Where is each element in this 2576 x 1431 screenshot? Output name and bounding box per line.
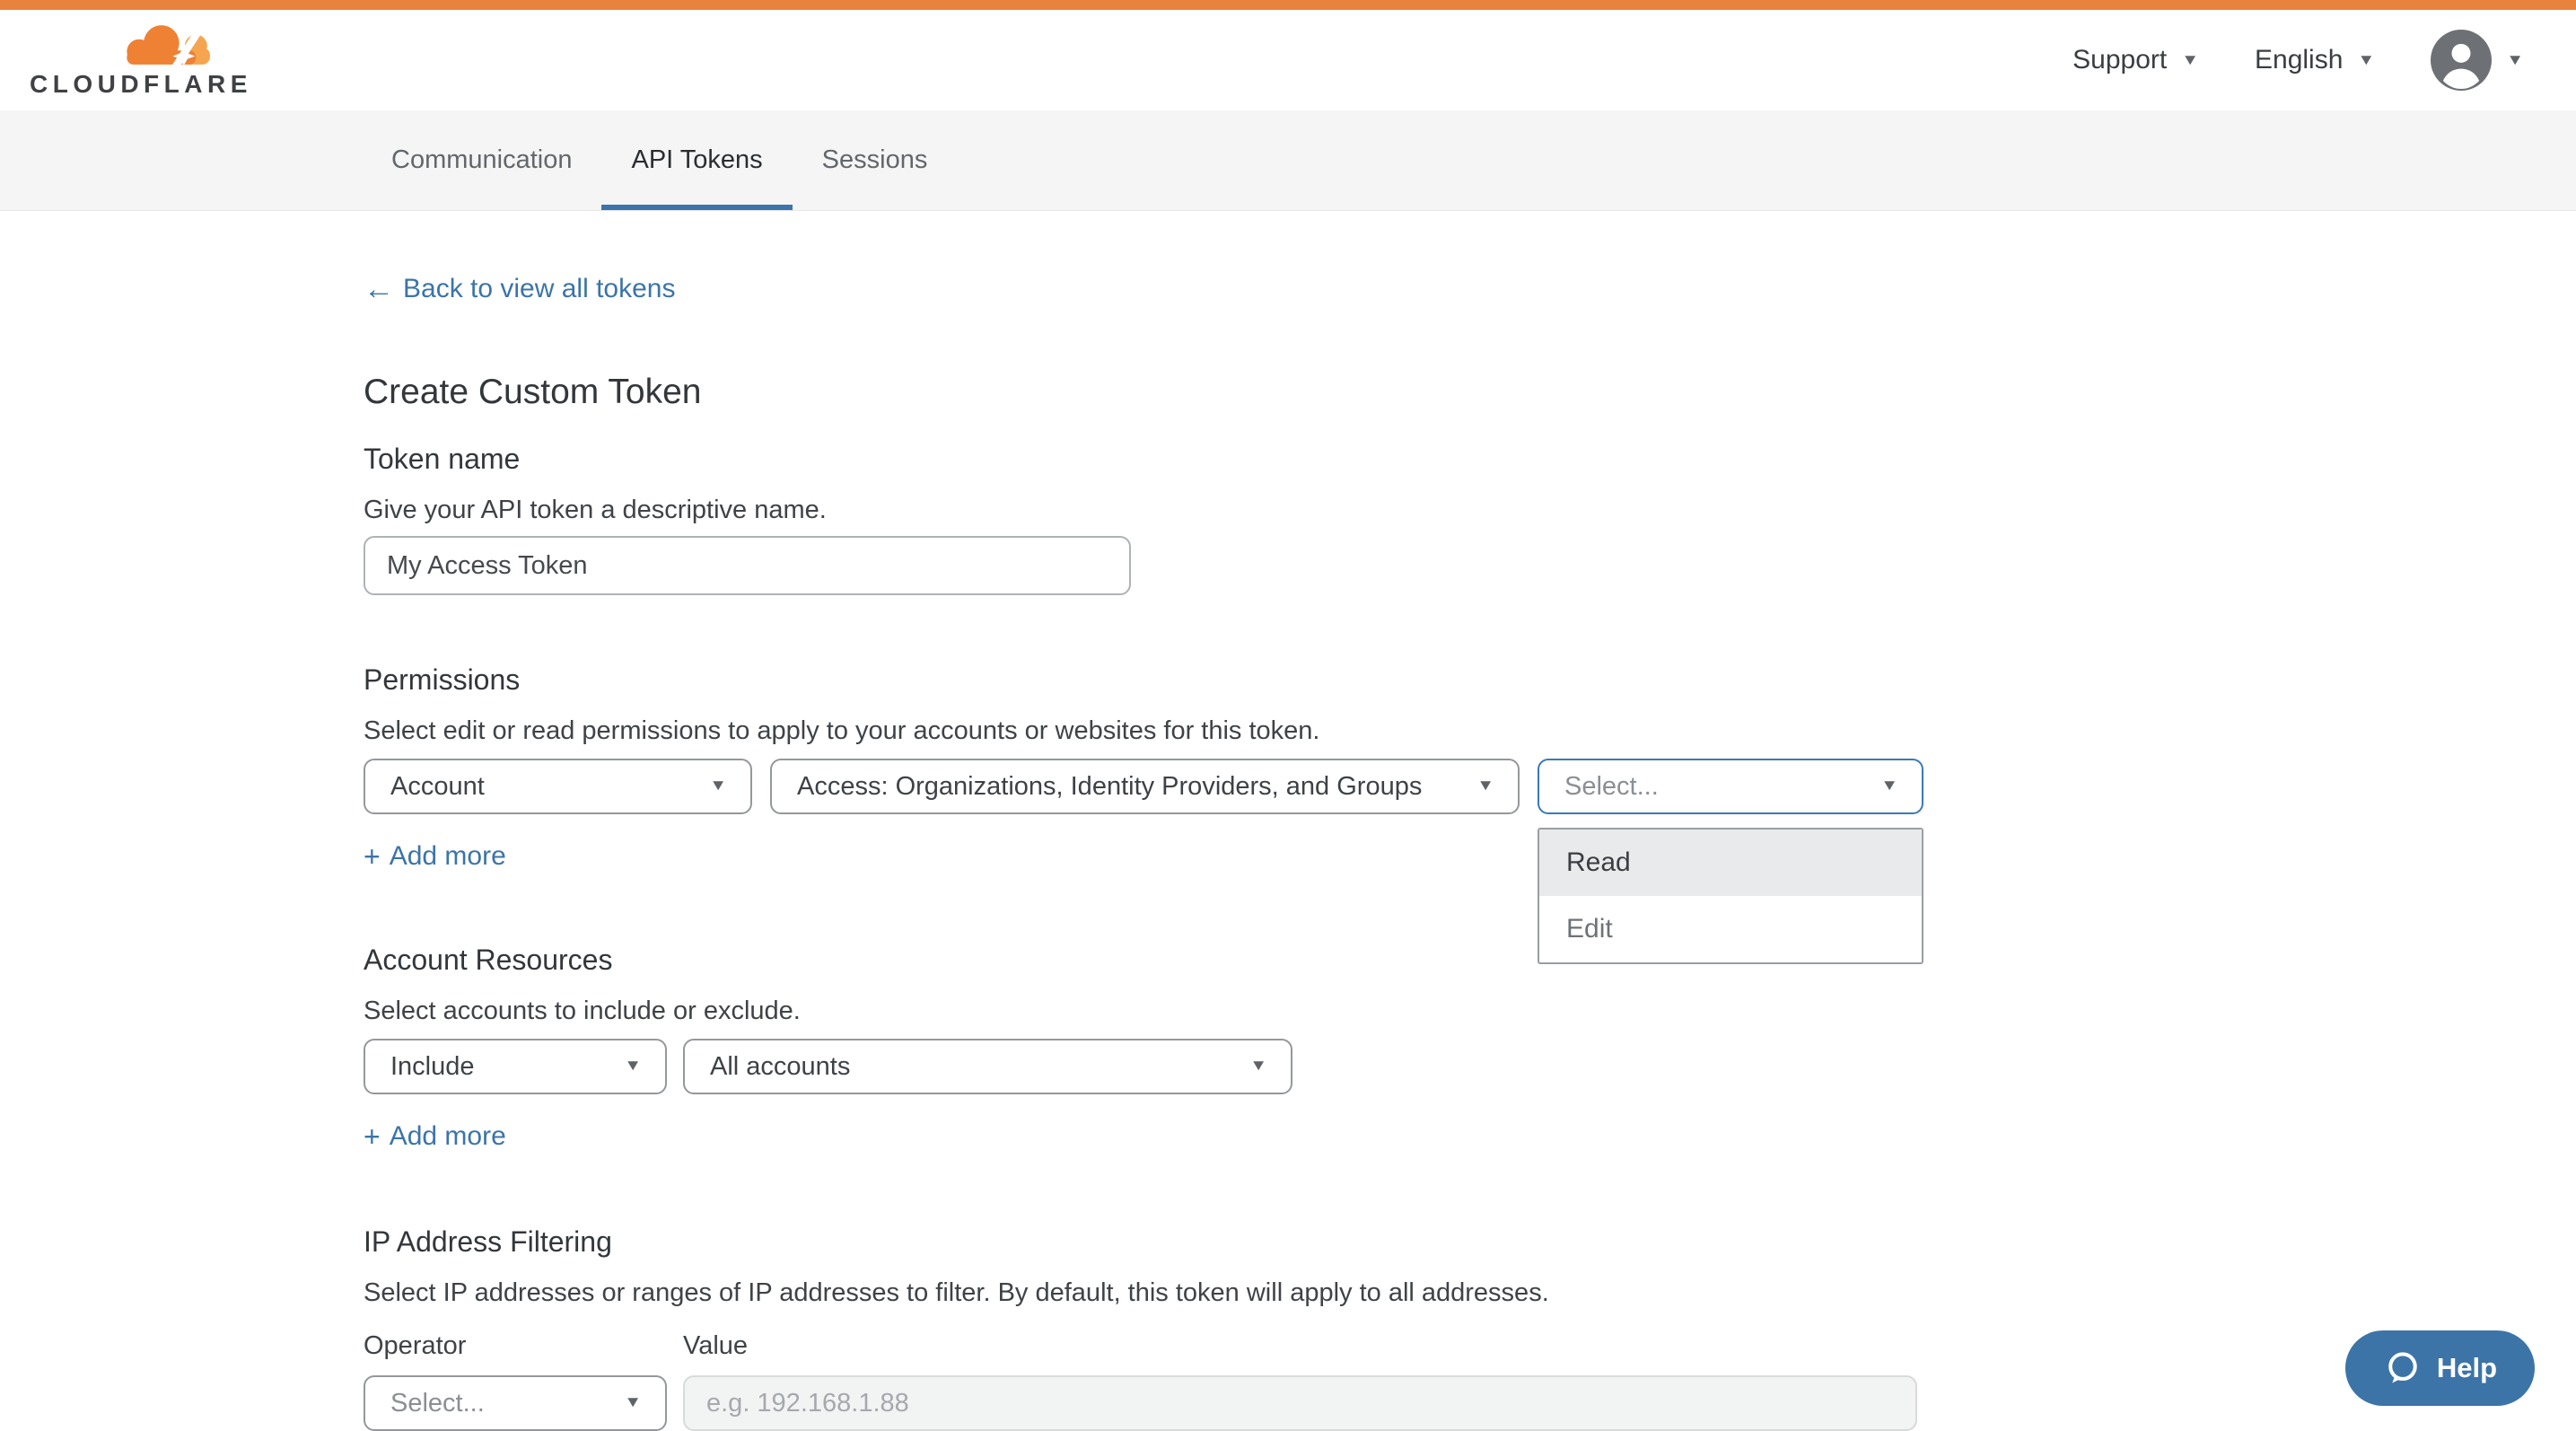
user-avatar-icon <box>2431 30 2492 91</box>
permission-scope-select[interactable] <box>364 759 752 814</box>
language-label: English <box>2255 45 2344 75</box>
brand-color-bar <box>0 0 2576 10</box>
language-menu[interactable] <box>2255 45 2375 75</box>
chevron-down-icon: ▼ <box>1476 777 1494 795</box>
token-name-description: Give your API token a descriptive name. <box>364 496 827 524</box>
tab-api-tokens[interactable]: API Tokens <box>601 110 792 210</box>
account-resources-add-more-button[interactable] <box>364 1121 506 1152</box>
cloudflare-logo[interactable] <box>30 22 252 99</box>
support-label: Support <box>2072 45 2168 75</box>
back-to-tokens-link[interactable] <box>364 274 2486 304</box>
permissions-add-more-button[interactable] <box>364 841 506 872</box>
chevron-down-icon: ▼ <box>1249 1057 1267 1075</box>
help-button[interactable] <box>2345 1330 2535 1406</box>
chevron-down-icon: ▼ <box>1880 777 1898 795</box>
tab-sessions[interactable]: Sessions <box>821 145 928 174</box>
operator-label: Operator <box>364 1331 467 1360</box>
access-options-menu <box>1538 828 1923 964</box>
plus-icon: + <box>364 1120 381 1153</box>
cloudflare-cloud-icon <box>118 22 213 68</box>
ip-operator-select[interactable] <box>364 1375 667 1431</box>
menu-option-edit[interactable]: Edit <box>1566 914 1613 944</box>
account-resources-heading: Account Resources <box>364 944 613 976</box>
ip-filtering-description: Select IP addresses or ranges of IP addresses to filter. By default, this token will apply to all addresses. <box>364 1278 1549 1307</box>
permission-access-placeholder: Select... <box>1564 771 1659 801</box>
app-header <box>0 10 2576 110</box>
user-account-menu[interactable] <box>2431 30 2524 91</box>
chevron-down-icon: ▼ <box>709 777 727 795</box>
permission-access-select[interactable] <box>1538 759 1923 814</box>
back-arrow-icon: ← <box>364 272 394 306</box>
permission-access-wrap <box>1538 759 1923 944</box>
resource-accounts-select[interactable] <box>683 1039 1292 1094</box>
resource-accounts-value: All accounts <box>710 1051 851 1081</box>
cloudflare-wordmark: CLOUDFLARE <box>30 70 252 98</box>
chevron-down-icon: ▼ <box>624 1393 642 1411</box>
permissions-add-more-label: Add more <box>389 841 506 871</box>
back-link-label: Back to view all tokens <box>403 274 676 303</box>
permission-scope-value: Account <box>390 771 485 801</box>
help-button-label: Help <box>2436 1352 2498 1383</box>
help-chat-icon <box>2383 1348 2423 1388</box>
chevron-down-icon: ▼ <box>2506 51 2524 69</box>
resource-mode-select[interactable] <box>364 1039 667 1094</box>
ip-operator-placeholder: Select... <box>390 1388 485 1418</box>
value-label: Value <box>683 1331 749 1360</box>
chevron-down-icon: ▼ <box>624 1057 642 1075</box>
permission-group-value: Access: Organizations, Identity Providers, and Groups <box>797 771 1423 801</box>
token-name-input[interactable] <box>364 536 1131 595</box>
chevron-down-icon: ▼ <box>2181 51 2199 69</box>
main-content <box>0 274 2576 1431</box>
account-resources-add-more-label: Add more <box>389 1121 506 1151</box>
profile-tabs <box>0 110 2576 211</box>
ip-filtering-labels <box>364 1331 2486 1361</box>
permission-group-select[interactable] <box>770 759 1520 814</box>
account-resources-select-row <box>364 1039 2486 1094</box>
header-right <box>2072 30 2524 91</box>
ip-filtering-controls <box>364 1375 2486 1431</box>
account-resources-description: Select accounts to include or exclude. <box>364 996 801 1025</box>
permissions-heading: Permissions <box>364 663 521 696</box>
plus-icon: + <box>364 840 381 873</box>
page-title: Create Custom Token <box>364 373 702 411</box>
ip-filtering-heading: IP Address Filtering <box>364 1225 612 1258</box>
chevron-down-icon: ▼ <box>2357 51 2376 69</box>
support-menu[interactable] <box>2072 45 2199 75</box>
ip-value-input[interactable] <box>683 1375 1917 1431</box>
tab-communication[interactable]: Communication <box>391 145 573 174</box>
permissions-description: Select edit or read permissions to apply to your accounts or websites for this token. <box>364 716 1320 745</box>
menu-option-read[interactable]: Read <box>1539 830 1922 896</box>
token-name-heading: Token name <box>364 443 521 475</box>
resource-mode-value: Include <box>390 1051 475 1081</box>
